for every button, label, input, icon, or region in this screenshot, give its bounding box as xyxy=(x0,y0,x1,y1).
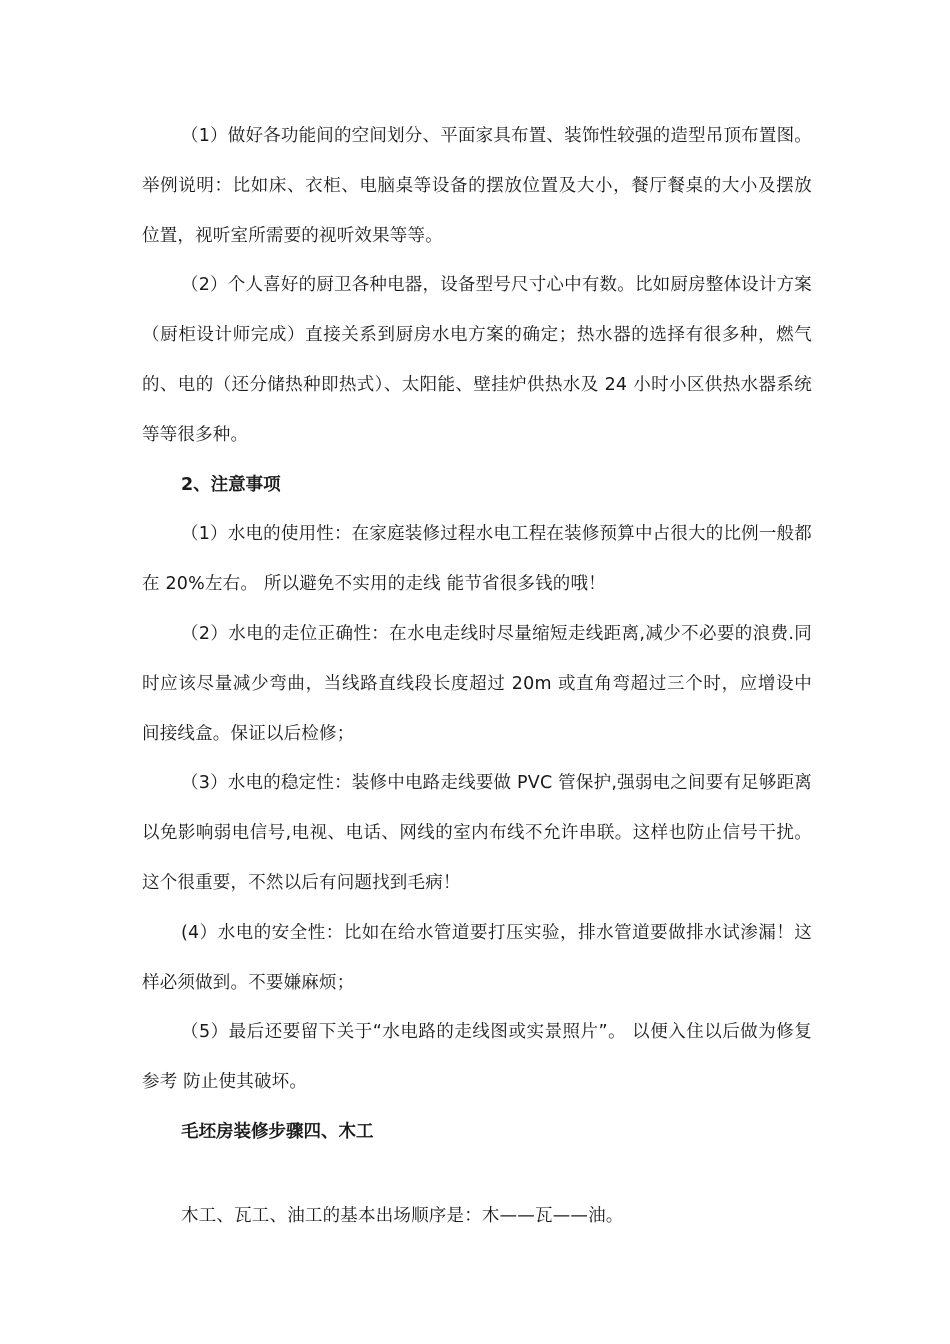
paragraph-drawings: （5）最后还要留下关于“水电路的走线图或实景照片”。 以便入住以后做为修复参考 防止使其破坏。 xyxy=(142,1022,812,1093)
paragraph-safety: (4）水电的安全性：比如在给水管道要打压实验，排水管道要做排水试渗漏！这样必须做到。不要嫌麻烦； xyxy=(142,922,812,993)
paragraph-usability: （1）水电的使用性：在家庭装修过程水电工程在装修预算中占很大的比例一般都在 20%左右。 所以避免不实用的走线 能节省很多钱的哦！ xyxy=(142,524,812,595)
paragraph-stability: （3）水电的稳定性：装修中电路走线要做 PVC 管保护,强弱电之间要有足够距离以免影响弱电信号,电视、电话、网线的室内布线不允许串联。这样也防止信号干扰。这个很重要，不然以后有问题找到毛病！ xyxy=(142,773,812,893)
paragraph-appliances: （2）个人喜好的厨卫各种电器，设备型号尺寸心中有数。比如厨房整体设计方案（厨柜设计师完成）直接关系到厨房水电方案的确定；热水器的选择有很多种，燃气的、电的（还分储热种即热式）、太阳能、壁挂炉供热水及 24 小时小区供热水器系统等等很多种。 xyxy=(142,275,812,445)
paragraph-work-order: 木工、瓦工、油工的基本出场顺序是：木——瓦——油。 xyxy=(181,1205,624,1226)
paragraph-layout-planning: （1）做好各功能间的空间划分、平面家具布置、装饰性较强的造型吊顶布置图。举例说明：比如床、衣柜、电脑桌等设备的摆放位置及大小，餐厅餐桌的大小及摆放位置，视听室所需要的视听效果等等。 xyxy=(142,126,812,246)
paragraph-routing: （2）水电的走位正确性：在水电走线时尽量缩短走线距离,减少不必要的浪费.同时应该尽量减少弯曲，当线路直线段长度超过 20m 或直角弯超过三个时，应增设中间接线盒。保证以后检修； xyxy=(142,623,812,744)
document-body xyxy=(142,112,812,1242)
spacer xyxy=(142,1158,812,1192)
section-heading-carpentry: 毛坯房装修步骤四、木工 xyxy=(181,1121,374,1142)
section-heading-notes: 2、注意事项 xyxy=(181,474,281,495)
